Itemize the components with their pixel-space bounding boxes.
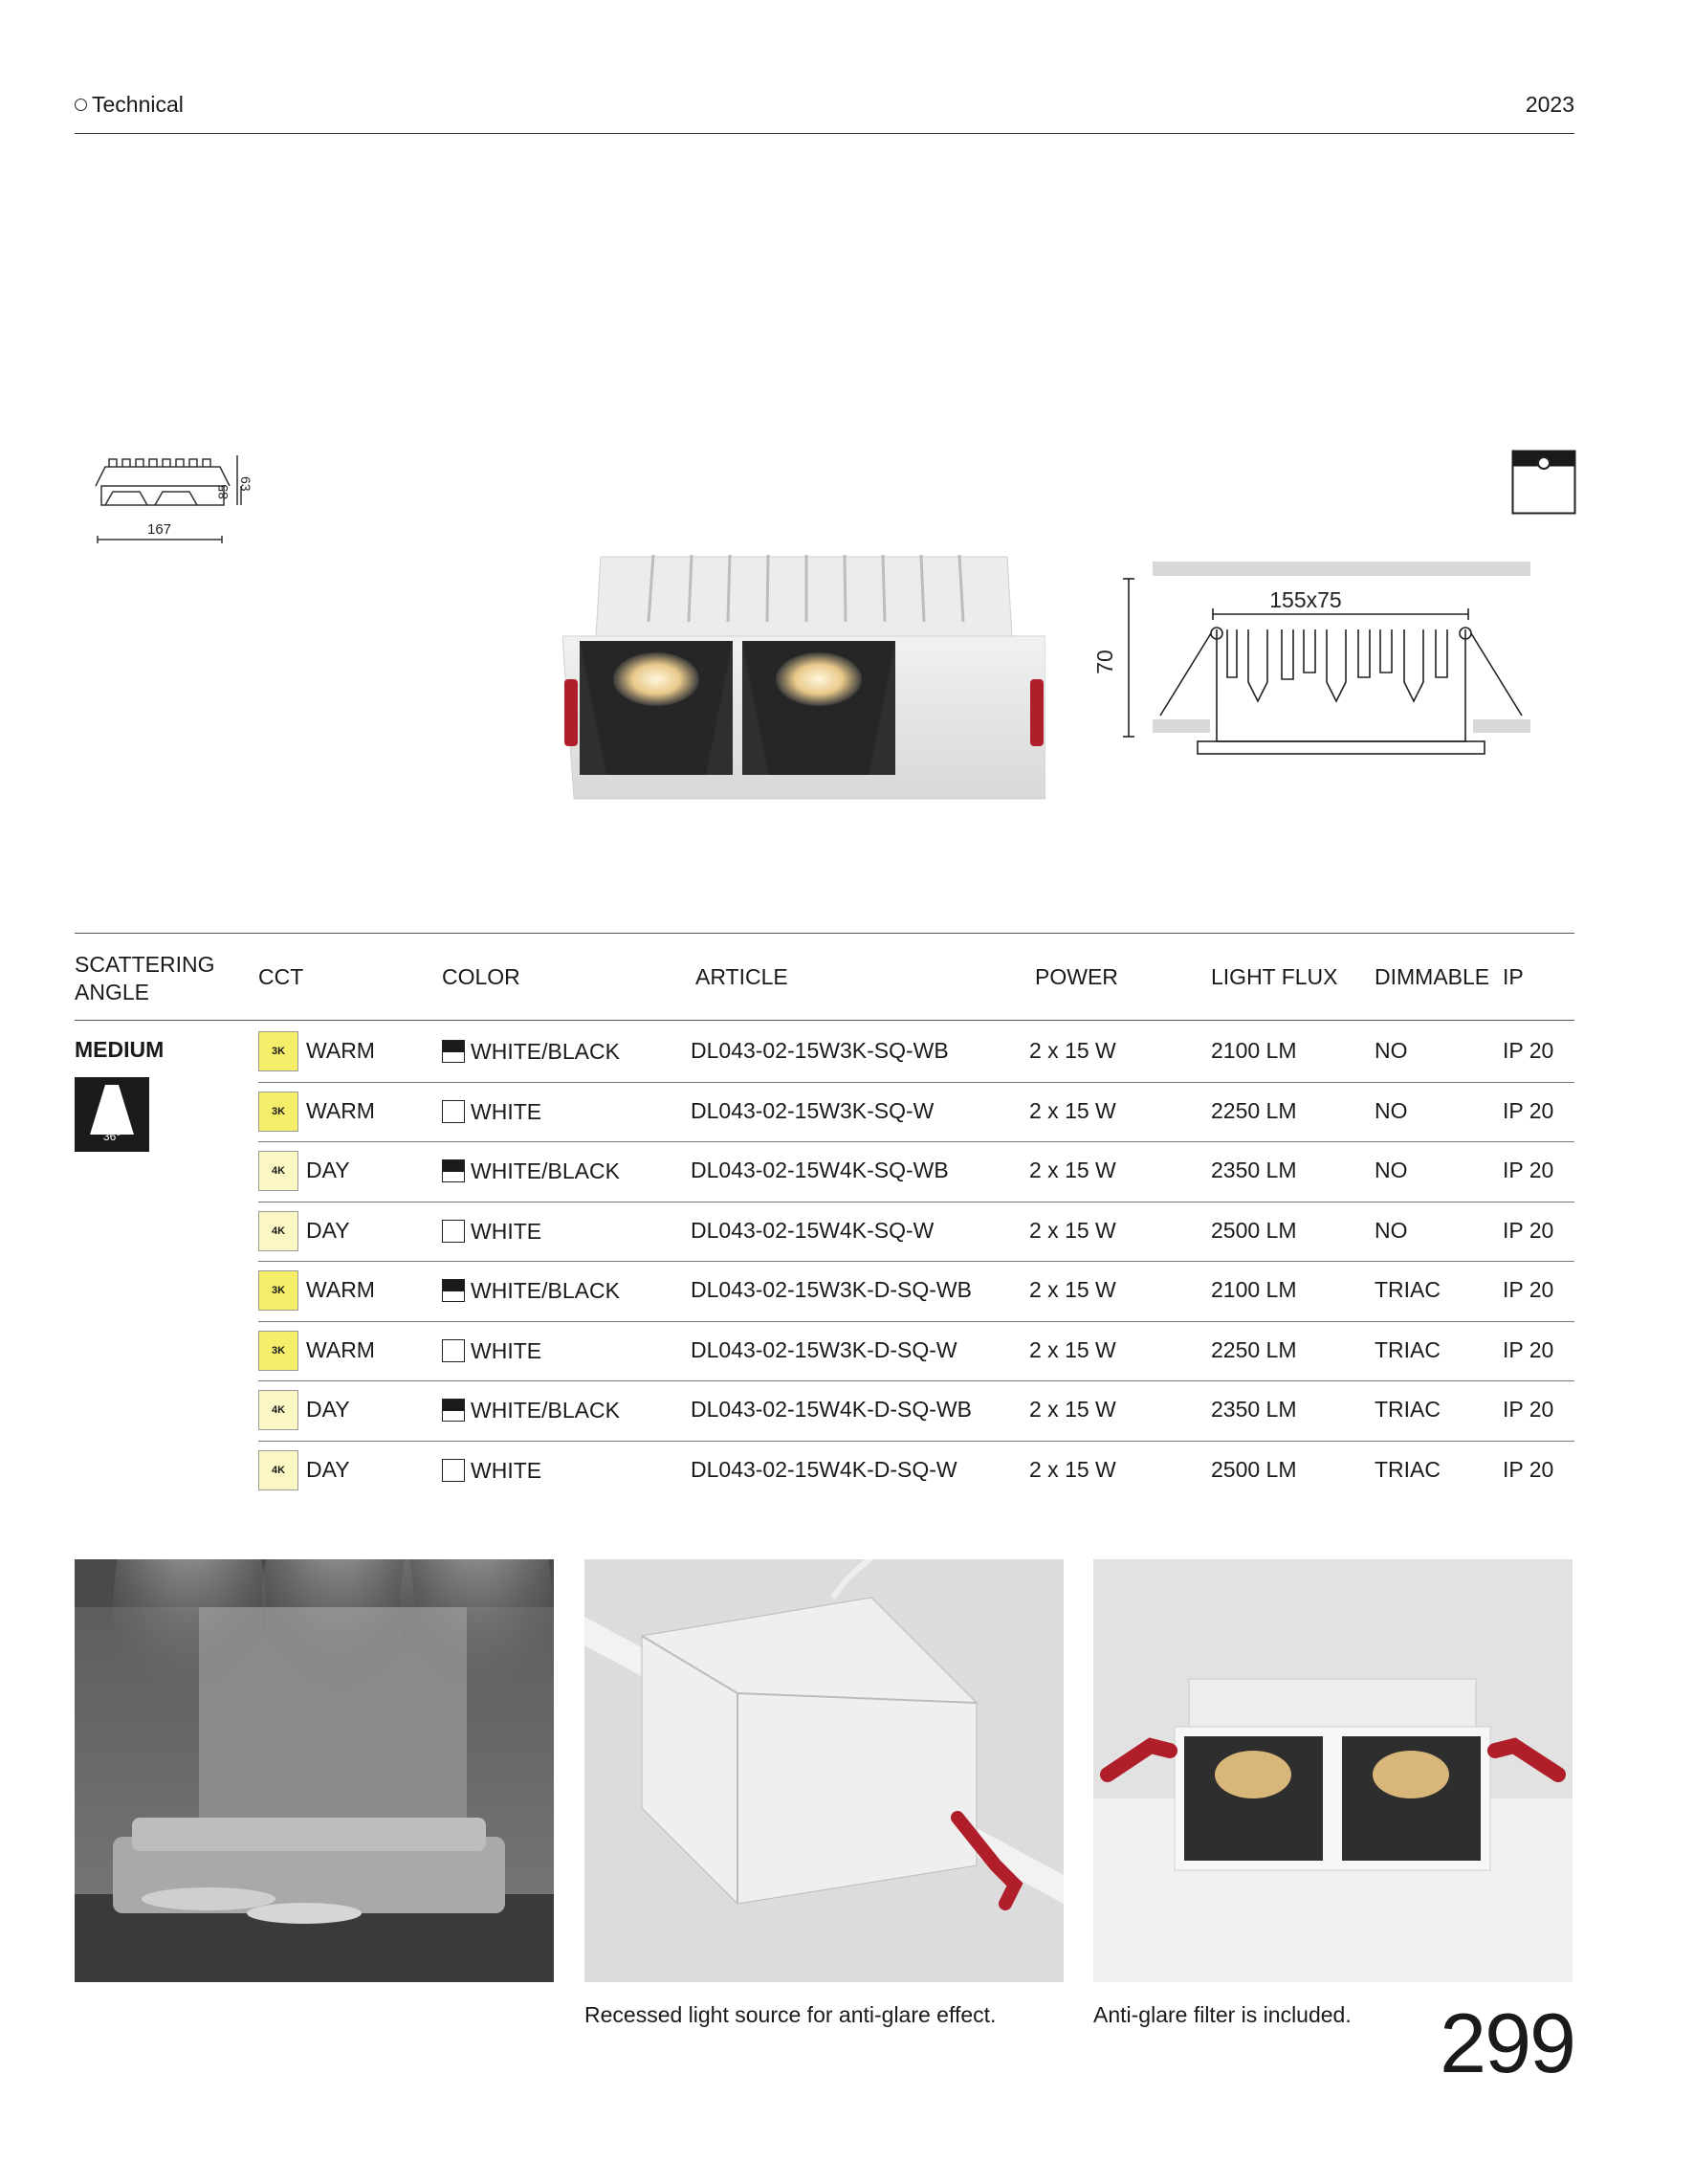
white-black-swatch-icon bbox=[442, 1399, 465, 1422]
power-value: 2 x 15 W bbox=[1029, 1038, 1116, 1064]
power-value: 2 x 15 W bbox=[1029, 1397, 1116, 1423]
white-swatch-icon bbox=[442, 1100, 465, 1123]
light-flux-value: 2100 LM bbox=[1211, 1277, 1297, 1303]
cct-badge: 4K bbox=[258, 1450, 298, 1490]
cct-badge: 4K bbox=[258, 1211, 298, 1251]
col-header-cct: CCT bbox=[258, 964, 304, 989]
recessed-mount-icon bbox=[1511, 450, 1576, 515]
catalog-year: 2023 bbox=[1525, 92, 1574, 117]
ip-rating: IP 20 bbox=[1503, 1158, 1554, 1183]
cct-badge: 4K bbox=[258, 1151, 298, 1191]
light-flux-value: 2500 LM bbox=[1211, 1217, 1297, 1243]
white-swatch-icon bbox=[442, 1459, 465, 1482]
section-title: Technical bbox=[92, 92, 184, 117]
dimmable-value: NO bbox=[1375, 1158, 1408, 1183]
section-label bbox=[75, 92, 184, 118]
color-label: WHITE/BLACK bbox=[471, 1278, 620, 1304]
cct-badge: 3K bbox=[258, 1331, 298, 1371]
beam-angle-icon bbox=[75, 1077, 149, 1152]
col-header-article: ARTICLE bbox=[695, 964, 788, 989]
beam-group-label: MEDIUM bbox=[75, 1037, 165, 1062]
article-code: DL043-02-15W4K-D-SQ-WB bbox=[691, 1397, 972, 1423]
article-code: DL043-02-15W4K-SQ-W bbox=[691, 1217, 935, 1243]
power-value: 2 x 15 W bbox=[1029, 1097, 1116, 1123]
header-divider bbox=[75, 133, 1574, 134]
power-value: 2 x 15 W bbox=[1029, 1158, 1116, 1183]
dimension-drawing-icon bbox=[88, 450, 260, 545]
col-header-power: POWER bbox=[1035, 964, 1118, 989]
cct-label: DAY bbox=[306, 1158, 350, 1183]
product-closeup-photo bbox=[584, 1559, 1064, 1982]
table-top-rule bbox=[75, 933, 1574, 934]
circle-bullet-icon bbox=[75, 99, 87, 111]
article-code: DL043-02-15W3K-D-SQ-W bbox=[691, 1336, 957, 1362]
installed-fixture-photo bbox=[1093, 1559, 1573, 1982]
row-divider bbox=[258, 1380, 1574, 1381]
cct-label: WARM bbox=[306, 1336, 375, 1362]
light-flux-value: 2250 LM bbox=[1211, 1097, 1297, 1123]
ip-rating: IP 20 bbox=[1503, 1097, 1554, 1123]
ip-rating: IP 20 bbox=[1503, 1336, 1554, 1362]
cct-label: DAY bbox=[306, 1456, 350, 1482]
col-header-dimmable: DIMMABLE bbox=[1375, 964, 1490, 989]
col-header-light-flux: LIGHT FLUX bbox=[1211, 964, 1338, 989]
ip-rating: IP 20 bbox=[1503, 1038, 1554, 1064]
light-flux-value: 2350 LM bbox=[1211, 1397, 1297, 1423]
row-divider bbox=[258, 1321, 1574, 1322]
cutout-dimension: 155x75 bbox=[1269, 587, 1342, 612]
dimmable-value: NO bbox=[1375, 1217, 1408, 1243]
cct-label: WARM bbox=[306, 1038, 375, 1064]
ip-rating: IP 20 bbox=[1503, 1456, 1554, 1482]
ip-rating: IP 20 bbox=[1503, 1397, 1554, 1423]
dim-height-a: 63 bbox=[238, 476, 253, 492]
ip-rating: IP 20 bbox=[1503, 1277, 1554, 1303]
depth-dimension: 70 bbox=[1092, 650, 1117, 674]
article-code: DL043-02-15W4K-D-SQ-W bbox=[691, 1456, 957, 1482]
cct-badge: 4K bbox=[258, 1390, 298, 1430]
photo3-caption: Anti-glare filter is included. bbox=[1093, 2002, 1352, 2027]
color-label: WHITE/BLACK bbox=[471, 1039, 620, 1065]
light-flux-value: 2100 LM bbox=[1211, 1038, 1297, 1064]
color-label: WHITE/BLACK bbox=[471, 1158, 620, 1184]
article-code: DL043-02-15W3K-SQ-W bbox=[691, 1097, 935, 1123]
cct-badge: 3K bbox=[258, 1270, 298, 1311]
row-divider bbox=[258, 1141, 1574, 1142]
row-divider bbox=[258, 1441, 1574, 1442]
cct-label: DAY bbox=[306, 1217, 350, 1243]
product-image bbox=[562, 545, 1045, 808]
power-value: 2 x 15 W bbox=[1029, 1456, 1116, 1482]
power-value: 2 x 15 W bbox=[1029, 1336, 1116, 1362]
col-header-ip: IP bbox=[1503, 964, 1524, 989]
color-label: WHITE bbox=[471, 1218, 542, 1244]
dimmable-value: TRIAC bbox=[1375, 1397, 1441, 1423]
col-header-scattering-angle: SCATTERING ANGLE bbox=[75, 952, 215, 1004]
row-divider bbox=[258, 1261, 1574, 1262]
page-number: 299 bbox=[1440, 1996, 1574, 2090]
dimmable-value: TRIAC bbox=[1375, 1277, 1441, 1303]
color-label: WHITE bbox=[471, 1457, 542, 1483]
row-divider bbox=[258, 1082, 1574, 1083]
col-header-color: COLOR bbox=[442, 964, 520, 989]
white-black-swatch-icon bbox=[442, 1159, 465, 1182]
dimmable-value: TRIAC bbox=[1375, 1336, 1441, 1362]
white-swatch-icon bbox=[442, 1220, 465, 1243]
color-label: WHITE bbox=[471, 1337, 542, 1363]
color-label: WHITE bbox=[471, 1098, 542, 1124]
cross-section-drawing bbox=[1086, 555, 1545, 765]
article-code: DL043-02-15W3K-SQ-WB bbox=[691, 1038, 949, 1064]
cct-label: DAY bbox=[306, 1397, 350, 1423]
interior-photo bbox=[75, 1559, 554, 1982]
cct-badge: 3K bbox=[258, 1031, 298, 1071]
photo2-caption: Recessed light source for anti-glare effect. bbox=[584, 2002, 997, 2027]
cct-label: WARM bbox=[306, 1097, 375, 1123]
article-code: DL043-02-15W4K-SQ-WB bbox=[691, 1158, 949, 1183]
white-swatch-icon bbox=[442, 1339, 465, 1362]
dimmable-value: NO bbox=[1375, 1038, 1408, 1064]
table-header-rule bbox=[75, 1020, 1574, 1021]
color-label: WHITE/BLACK bbox=[471, 1398, 620, 1423]
dim-height-b: 85 bbox=[215, 484, 231, 499]
dimmable-value: TRIAC bbox=[1375, 1456, 1441, 1482]
light-flux-value: 2350 LM bbox=[1211, 1158, 1297, 1183]
light-flux-value: 2250 LM bbox=[1211, 1336, 1297, 1362]
power-value: 2 x 15 W bbox=[1029, 1277, 1116, 1303]
cct-badge: 3K bbox=[258, 1092, 298, 1132]
light-flux-value: 2500 LM bbox=[1211, 1456, 1297, 1482]
white-black-swatch-icon bbox=[442, 1279, 465, 1302]
beam-angle-value: 36° bbox=[102, 1130, 121, 1143]
white-black-swatch-icon bbox=[442, 1040, 465, 1063]
dimmable-value: NO bbox=[1375, 1097, 1408, 1123]
power-value: 2 x 15 W bbox=[1029, 1217, 1116, 1243]
cct-label: WARM bbox=[306, 1277, 375, 1303]
ip-rating: IP 20 bbox=[1503, 1217, 1554, 1243]
article-code: DL043-02-15W3K-D-SQ-WB bbox=[691, 1277, 972, 1303]
dim-width: 167 bbox=[147, 521, 172, 538]
